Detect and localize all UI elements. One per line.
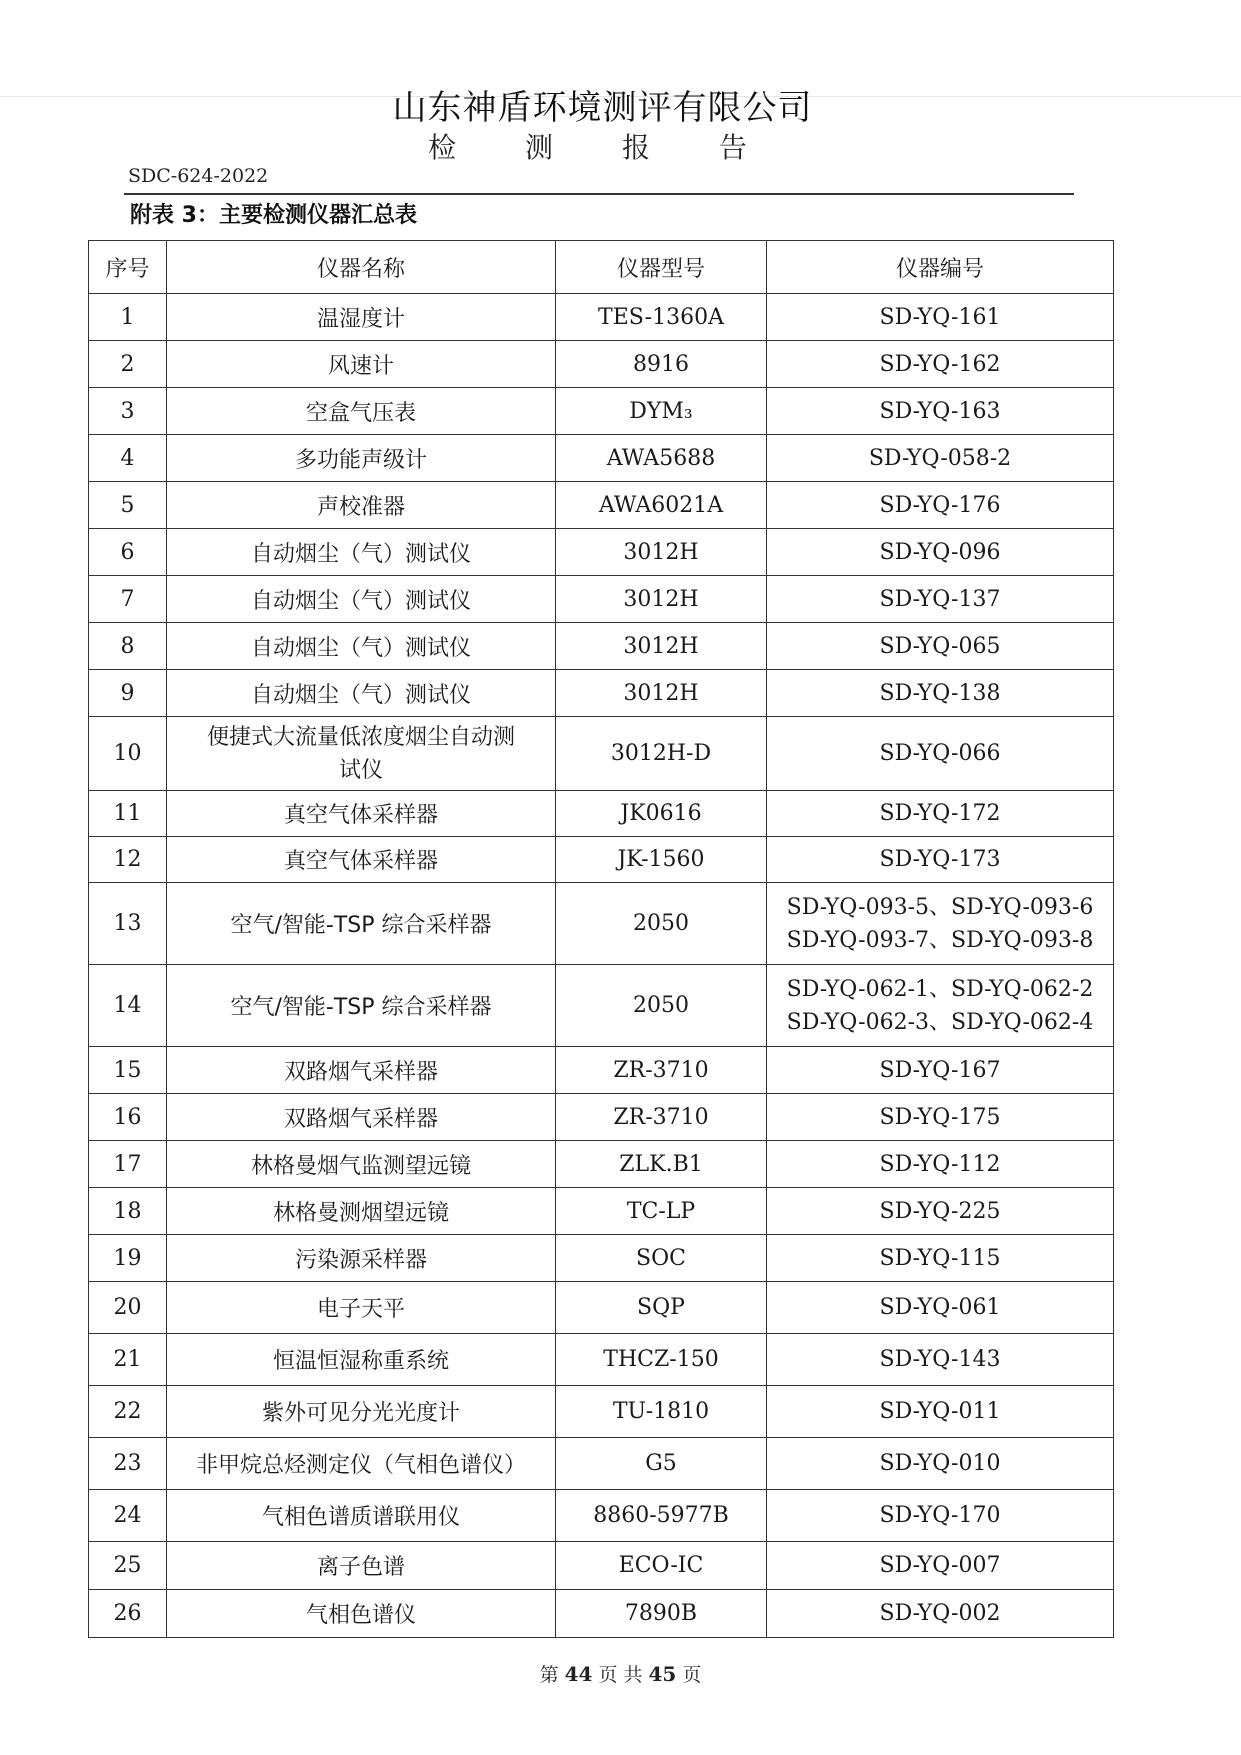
company-name: 山东神盾环境测评有限公司 [392,88,813,128]
instrument-model: TC-LP [556,1188,767,1235]
instrument-id: SD-YQ-175 [767,1094,1114,1141]
row-index: 18 [89,1188,167,1235]
table-row [89,1094,1114,1141]
instrument-model: 8916 [556,341,767,388]
instrument-model: SOC [556,1235,767,1282]
page-footer [0,1660,1241,1687]
instrument-model: 3012H [556,576,767,623]
instrument-id-line-1: SD-YQ-093-5、SD-YQ-093-6 [786,894,1094,920]
row-index: 11 [89,791,167,837]
table-row [89,717,1114,791]
instrument-model: 3012H [556,670,767,717]
instrument-id: SD-YQ-007 [767,1542,1114,1590]
instrument-model: 3012H-D [556,717,767,791]
table-row [89,670,1114,717]
row-index: 14 [89,965,167,1047]
instrument-id: SD-YQ-011 [767,1386,1114,1438]
instrument-model: 3012H [556,623,767,670]
document-number: SDC-624-2022 [128,165,269,187]
instrument-model: AWA6021A [556,482,767,529]
instrument-name: 风速计 [167,341,556,388]
instrument-model: SQP [556,1282,767,1334]
column-header-model: 仪器型号 [556,241,767,294]
instrument-id: SD-YQ-172 [767,791,1114,837]
column-header-id: 仪器编号 [767,241,1114,294]
table-row [89,1047,1114,1094]
instrument-id: SD-YQ-162 [767,341,1114,388]
instrument-id: SD-YQ-167 [767,1047,1114,1094]
instrument-model: 2050 [556,965,767,1047]
table-row [89,388,1114,435]
instrument-model: DYM₃ [556,388,767,435]
instrument-id: SD-YQ-112 [767,1141,1114,1188]
table-row [89,1282,1114,1334]
instrument-name: 自动烟尘（气）测试仪 [167,576,556,623]
instrument-id: SD-YQ-176 [767,482,1114,529]
row-index: 13 [89,883,167,965]
row-index: 23 [89,1438,167,1490]
instrument-model: ECO-IC [556,1542,767,1590]
instrument-name: 空盒气压表 [167,388,556,435]
appendix-title: 附表 3：主要检测仪器汇总表 [130,203,417,228]
table-row [89,965,1114,1047]
instrument-model: AWA5688 [556,435,767,482]
instrument-id: SD-YQ-096 [767,529,1114,576]
instrument-id: SD-YQ-058-2 [767,435,1114,482]
instrument-name: 林格曼烟气监测望远镜 [167,1141,556,1188]
instrument-name: 非甲烷总烃测定仪（气相色谱仪） [167,1438,556,1490]
instrument-name: 多功能声级计 [167,435,556,482]
instrument-id: SD-YQ-115 [767,1235,1114,1282]
row-index: 5 [89,482,167,529]
instrument-id: SD-YQ-002 [767,1590,1114,1638]
instrument-model: 2050 [556,883,767,965]
instrument-name: 污染源采样器 [167,1235,556,1282]
instrument-model: JK-1560 [556,837,767,883]
instrument-id: SD-YQ-010 [767,1438,1114,1490]
row-index: 15 [89,1047,167,1094]
document-rule [124,193,1074,195]
instrument-id: SD-YQ-225 [767,1188,1114,1235]
row-index: 9 [89,670,167,717]
instrument-model: ZR-3710 [556,1047,767,1094]
row-index: 17 [89,1141,167,1188]
instrument-model: TU-1810 [556,1386,767,1438]
instrument-model: 7890B [556,1590,767,1638]
instrument-model: THCZ-150 [556,1334,767,1386]
instrument-id: SD-YQ-065 [767,623,1114,670]
row-index: 22 [89,1386,167,1438]
instrument-name: 恒温恒湿称重系统 [167,1334,556,1386]
instrument-model: 3012H [556,529,767,576]
instrument-model: ZR-3710 [556,1094,767,1141]
footer-middle: 页 共 [598,1664,643,1686]
row-index: 6 [89,529,167,576]
row-index: 3 [89,388,167,435]
row-index: 4 [89,435,167,482]
instrument-name: 真空气体采样器 [167,837,556,883]
instrument-id: SD-YQ-170 [767,1490,1114,1542]
instrument-id [767,965,1114,1047]
table-row [89,1438,1114,1490]
instrument-id: SD-YQ-061 [767,1282,1114,1334]
column-header-index: 序号 [89,241,167,294]
table-row [89,294,1114,341]
row-index: 12 [89,837,167,883]
instrument-id: SD-YQ-137 [767,576,1114,623]
instrument-id [767,883,1114,965]
table-row [89,576,1114,623]
current-page-number: 44 [564,1662,593,1686]
instrument-name: 空气/智能-TSP 综合采样器 [167,965,556,1047]
table-row [89,529,1114,576]
table-row [89,1141,1114,1188]
instrument-name: 真空气体采样器 [167,791,556,837]
instrument-id: SD-YQ-066 [767,717,1114,791]
row-index: 26 [89,1590,167,1638]
instrument-id-line-2: SD-YQ-062-3、SD-YQ-062-4 [786,1009,1094,1035]
instrument-name [167,717,556,791]
instrument-id-line-1: SD-YQ-062-1、SD-YQ-062-2 [786,976,1094,1002]
instrument-name-line-2: 试仪 [338,757,383,783]
row-index: 2 [89,341,167,388]
table-row [89,623,1114,670]
instrument-id: SD-YQ-173 [767,837,1114,883]
table-row [89,1386,1114,1438]
instrument-name: 自动烟尘（气）测试仪 [167,529,556,576]
table-row [89,837,1114,883]
row-index: 24 [89,1490,167,1542]
row-index: 7 [89,576,167,623]
instrument-name: 离子色谱 [167,1542,556,1590]
instrument-name: 紫外可见分光光度计 [167,1386,556,1438]
instrument-model: 8860-5977B [556,1490,767,1542]
report-type: 检 测 报 告 [428,131,777,164]
instrument-name: 气相色谱仪 [167,1590,556,1638]
instrument-id: SD-YQ-163 [767,388,1114,435]
instrument-name: 林格曼测烟望远镜 [167,1188,556,1235]
table-row [89,482,1114,529]
table-row [89,883,1114,965]
instrument-id-line-2: SD-YQ-093-7、SD-YQ-093-8 [786,927,1094,953]
row-index: 8 [89,623,167,670]
table-row [89,791,1114,837]
table-row [89,1490,1114,1542]
instrument-name: 温湿度计 [167,294,556,341]
total-pages-number: 45 [648,1662,677,1686]
column-header-name: 仪器名称 [167,241,556,294]
instrument-id: SD-YQ-143 [767,1334,1114,1386]
table-row [89,1188,1114,1235]
table-row [89,341,1114,388]
row-index: 21 [89,1334,167,1386]
instrument-id: SD-YQ-138 [767,670,1114,717]
row-index: 10 [89,717,167,791]
row-index: 25 [89,1542,167,1590]
row-index: 20 [89,1282,167,1334]
table-header-row [89,241,1114,294]
table-row [89,435,1114,482]
instrument-model: G5 [556,1438,767,1490]
instrument-table [88,240,1114,1638]
instrument-name-line-1: 便捷式大流量低浓度烟尘自动测 [206,724,515,750]
table-row [89,1542,1114,1590]
row-index: 1 [89,294,167,341]
instrument-name: 声校准器 [167,482,556,529]
instrument-name: 自动烟尘（气）测试仪 [167,670,556,717]
instrument-model: ZLK.B1 [556,1141,767,1188]
instrument-model: TES-1360A [556,294,767,341]
row-index: 19 [89,1235,167,1282]
instrument-name: 双路烟气采样器 [167,1094,556,1141]
instrument-name: 双路烟气采样器 [167,1047,556,1094]
instrument-model: JK0616 [556,791,767,837]
table-row [89,1235,1114,1282]
row-index: 16 [89,1094,167,1141]
instrument-name: 自动烟尘（气）测试仪 [167,623,556,670]
table-row [89,1590,1114,1638]
footer-prefix: 第 [539,1664,559,1686]
footer-suffix: 页 [682,1664,702,1686]
instrument-name: 电子天平 [167,1282,556,1334]
instrument-name: 气相色谱质谱联用仪 [167,1490,556,1542]
table-row [89,1334,1114,1386]
instrument-id: SD-YQ-161 [767,294,1114,341]
instrument-name: 空气/智能-TSP 综合采样器 [167,883,556,965]
